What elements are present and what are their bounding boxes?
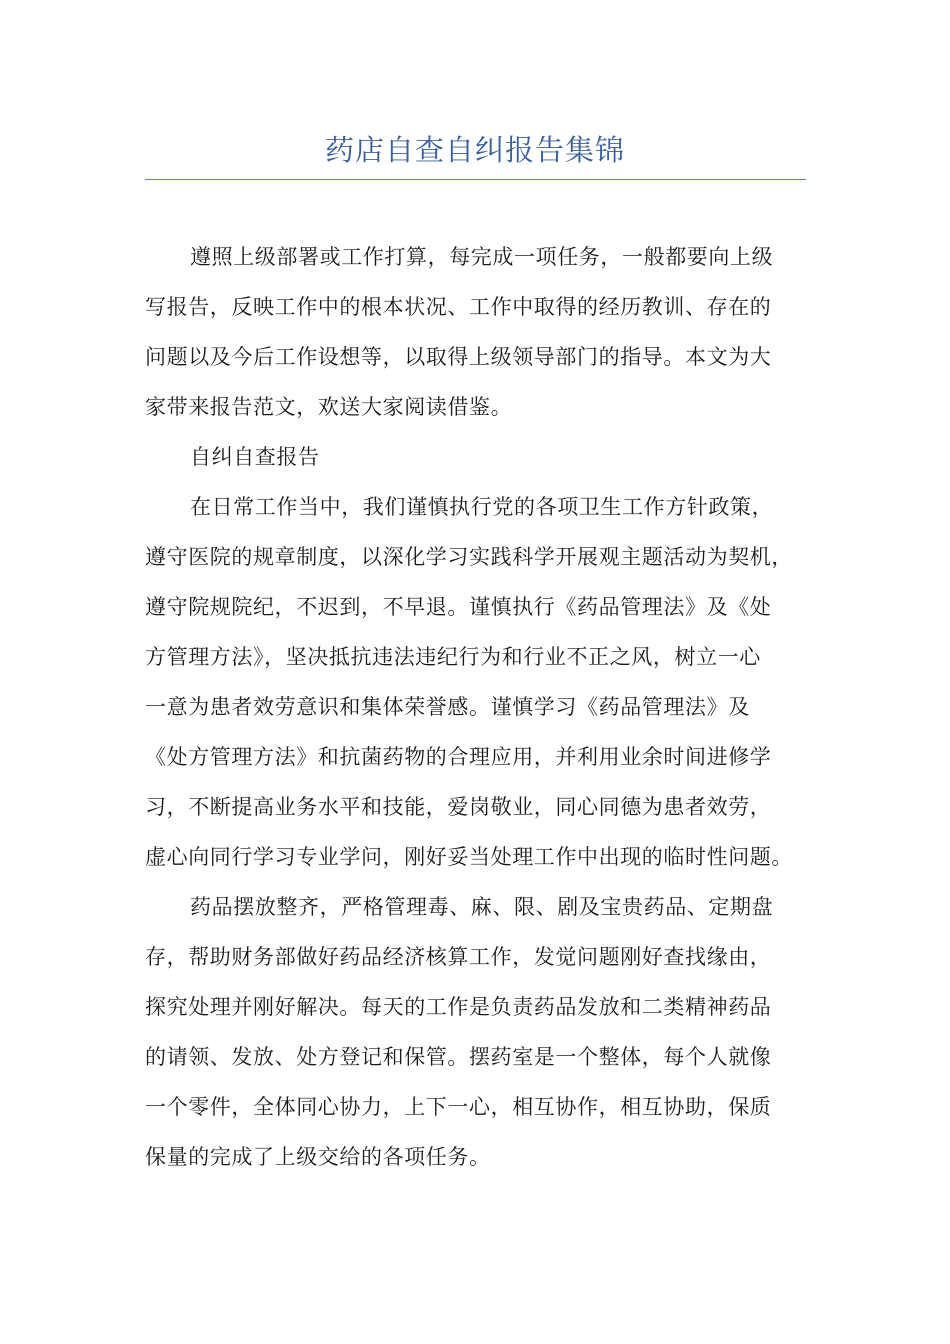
text-line: 习，不断提高业务水平和技能，爱岗敬业，同心同德为患者效劳， xyxy=(145,795,772,819)
text-line: 保量的完成了上级交给的各项任务。 xyxy=(145,1145,491,1169)
text-line: 自纠自查报告 xyxy=(190,445,320,469)
text-line: 家带来报告范文，欢送大家阅读借鉴。 xyxy=(145,395,513,419)
text-line: 问题以及今后工作设想等，以取得上级领导部门的指导。本文为大 xyxy=(145,345,772,369)
title-underline xyxy=(145,179,806,180)
paragraph-drug-management xyxy=(145,882,810,1182)
text-line: 遵守院规院纪，不迟到，不早退。谨慎执行《药品管理法》及《处 xyxy=(145,595,772,619)
document-body xyxy=(145,232,810,1182)
paragraph-work-discipline xyxy=(145,482,810,882)
section-heading xyxy=(145,432,810,482)
text-line: 一个零件，全体同心协力，上下一心，相互协作，相互协助，保质 xyxy=(145,1095,772,1119)
text-line: 遵照上级部署或工作打算，每完成一项任务，一般都要向上级 xyxy=(190,245,774,269)
text-line: 药品摆放整齐，严格管理毒、麻、限、剧及宝贵药品、定期盘 xyxy=(190,895,774,919)
text-line: 的请领、发放、处方登记和保管。摆药室是一个整体，每个人就像 xyxy=(145,1045,772,1069)
text-line: 在日常工作当中，我们谨慎执行党的各项卫生工作方针政策， xyxy=(190,495,774,519)
paragraph-intro xyxy=(145,232,810,432)
text-line: 探究处理并刚好解决。每天的工作是负责药品发放和二类精神药品 xyxy=(145,995,772,1019)
text-line: 一意为患者效劳意识和集体荣誉感。谨慎学习《药品管理法》及 xyxy=(145,695,750,719)
text-line: 《处方管理方法》和抗菌药物的合理应用，并利用业余时间进修学 xyxy=(145,745,772,769)
text-line: 虚心向同行学习专业学问，刚好妥当处理工作中出现的临时性问题。 xyxy=(145,845,793,869)
text-line: 方管理方法》，坚决抵抗违法违纪行为和行业不正之风，树立一心 xyxy=(145,645,761,669)
text-line: 存，帮助财务部做好药品经济核算工作，发觉问题刚好查找缘由， xyxy=(145,945,772,969)
text-line: 遵守医院的规章制度，以深化学习实践科学开展观主题活动为契机， xyxy=(145,545,793,569)
text-line: 写报告，反映工作中的根本状况、工作中取得的经历教训、存在的 xyxy=(145,295,772,319)
document-title: 药店自查自纠报告集锦 xyxy=(324,133,625,167)
